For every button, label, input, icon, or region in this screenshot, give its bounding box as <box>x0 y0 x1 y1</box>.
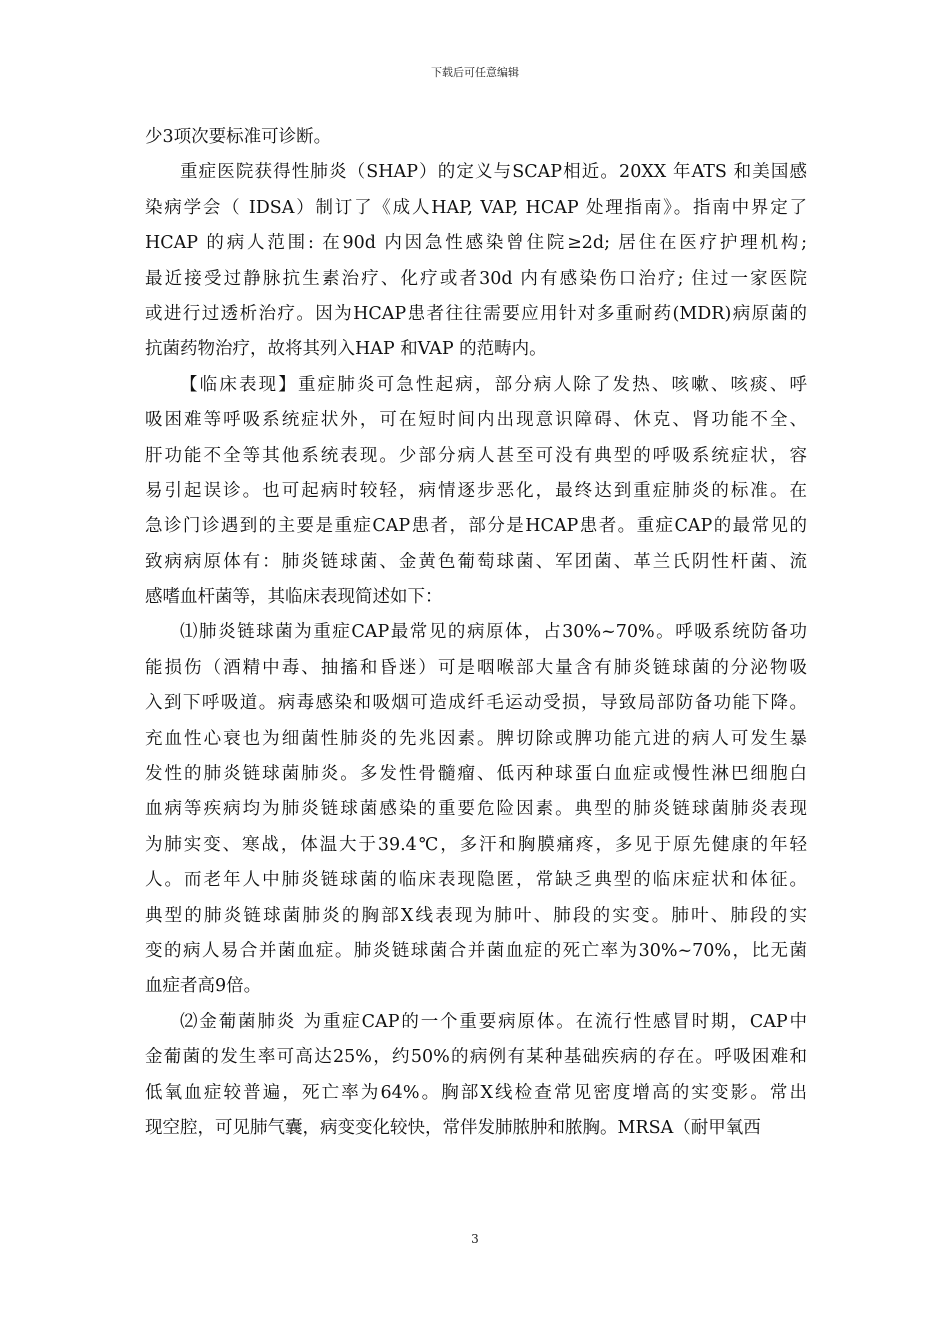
text-line: 少3项次要标准可诊断。 <box>145 127 332 147</box>
text-line: 最近接受过静脉抗生素治疗、化疗或者30d 内有感染伤口治疗; 住过一家医院 <box>145 268 807 289</box>
text-line: 低氧血症较普遍，死亡率为64%。胸部X线检查常见密度增高的实变影。常出 <box>145 1082 807 1103</box>
text-line: ⑵金葡菌肺炎 为重症CAP的一个重要病原体。在流行性感冒时期，CAP中 <box>180 1011 807 1032</box>
text-line: ⑴肺炎链球菌为重症CAP最常见的病原体，占30%~70%。呼吸系统防备功 <box>180 622 807 643</box>
text-line: 能损伤（酒精中毒、抽搐和昏迷）可是咽喉部大量含有肺炎链球菌的分泌物吸 <box>145 657 807 678</box>
text-line: 【临床表现】重症肺炎可急性起病，部分病人除了发热、咳嗽、咳痰、呼 <box>180 374 807 395</box>
paragraph <box>145 368 807 616</box>
paragraph <box>145 1005 807 1147</box>
text-line: 现空腔，可见肺气囊，病变变化较快，常伴发肺脓肿和脓胸。MRSA（耐甲氧西 <box>145 1117 761 1138</box>
text-line: 充血性心衰也为细菌性肺炎的先兆因素。脾切除或脾功能亢进的病人可发生暴 <box>145 728 807 749</box>
text-line: 入到下呼吸道。病毒感染和吸烟可造成纤毛运动受损，导致局部防备功能下降。 <box>145 693 807 714</box>
page-number: 3 <box>471 1232 479 1246</box>
text-line: 人。而老年人中肺炎链球菌的临床表现隐匿，常缺乏典型的临床症状和体征。 <box>145 870 807 891</box>
paragraph <box>145 120 807 155</box>
text-line: 急诊门诊遇到的主要是重症CAP患者，部分是HCAP患者。重症CAP的最常见的 <box>145 516 807 537</box>
text-line: 典型的肺炎链球菌肺炎的胸部X线表现为肺叶、肺段的实变。肺叶、肺段的实 <box>145 905 807 926</box>
text-line: 染病学会（ IDSA）制订了《成人HAP, VAP, HCAP 处理指南》。指南中界定了 <box>145 197 807 218</box>
text-line: 致病病原体有：肺炎链球菌、金黄色葡萄球菌、军团菌、革兰氏阴性杆菌、流 <box>145 551 807 572</box>
paragraph <box>145 155 807 367</box>
text-line: 血症者高9倍。 <box>145 976 262 997</box>
text-line: 发性的肺炎链球菌肺炎。多发性骨髓瘤、低丙种球蛋白血症或慢性淋巴细胞白 <box>145 764 807 785</box>
text-line: 重症医院获得性肺炎（SHAP）的定义与SCAP相近。20XX 年ATS 和美国感 <box>180 162 807 183</box>
text-line: 吸困难等呼吸系统症状外，可在短时间内出现意识障碍、休克、肾功能不全、 <box>145 410 807 431</box>
text-line: 为肺实变、寒战，体温大于39.4℃，多汗和胸膜痛疼，多见于原先健康的年轻 <box>145 834 807 855</box>
text-line: 变的病人易合并菌血症。肺炎链球菌合并菌血症的死亡率为30%~70%，比无菌 <box>145 940 807 961</box>
page-header: 下载后可任意编辑 <box>431 66 519 79</box>
text-line: 血病等疾病均为肺炎链球菌感染的重要危险因素。典型的肺炎链球菌肺炎表现 <box>145 799 807 820</box>
paragraph <box>145 615 807 1004</box>
text-line: 抗菌药物治疗，故将其列入HAP 和VAP 的范畴内。 <box>145 339 547 360</box>
text-line: 金葡菌的发生率可高达25%，约50%的病例有某种基础疾病的存在。呼吸困难和 <box>145 1047 807 1068</box>
document-body <box>145 120 807 1146</box>
text-line: 感嗜血杆菌等，其临床表现简述如下： <box>145 587 443 608</box>
text-line: 或进行过透析治疗。因为HCAP患者往往需要应用针对多重耐药(MDR)病原菌的 <box>145 303 807 324</box>
text-line: 肝功能不全等其他系统表现。少部分病人甚至可没有典型的呼吸系统症状，容 <box>145 445 807 466</box>
text-line: HCAP 的病人范围: 在90d 内因急性感染曾住院≥2d; 居住在医疗护理机构; <box>145 233 807 254</box>
text-line: 易引起误诊。也可起病时较轻，病情逐步恶化，最终达到重症肺炎的标准。在 <box>145 480 807 501</box>
